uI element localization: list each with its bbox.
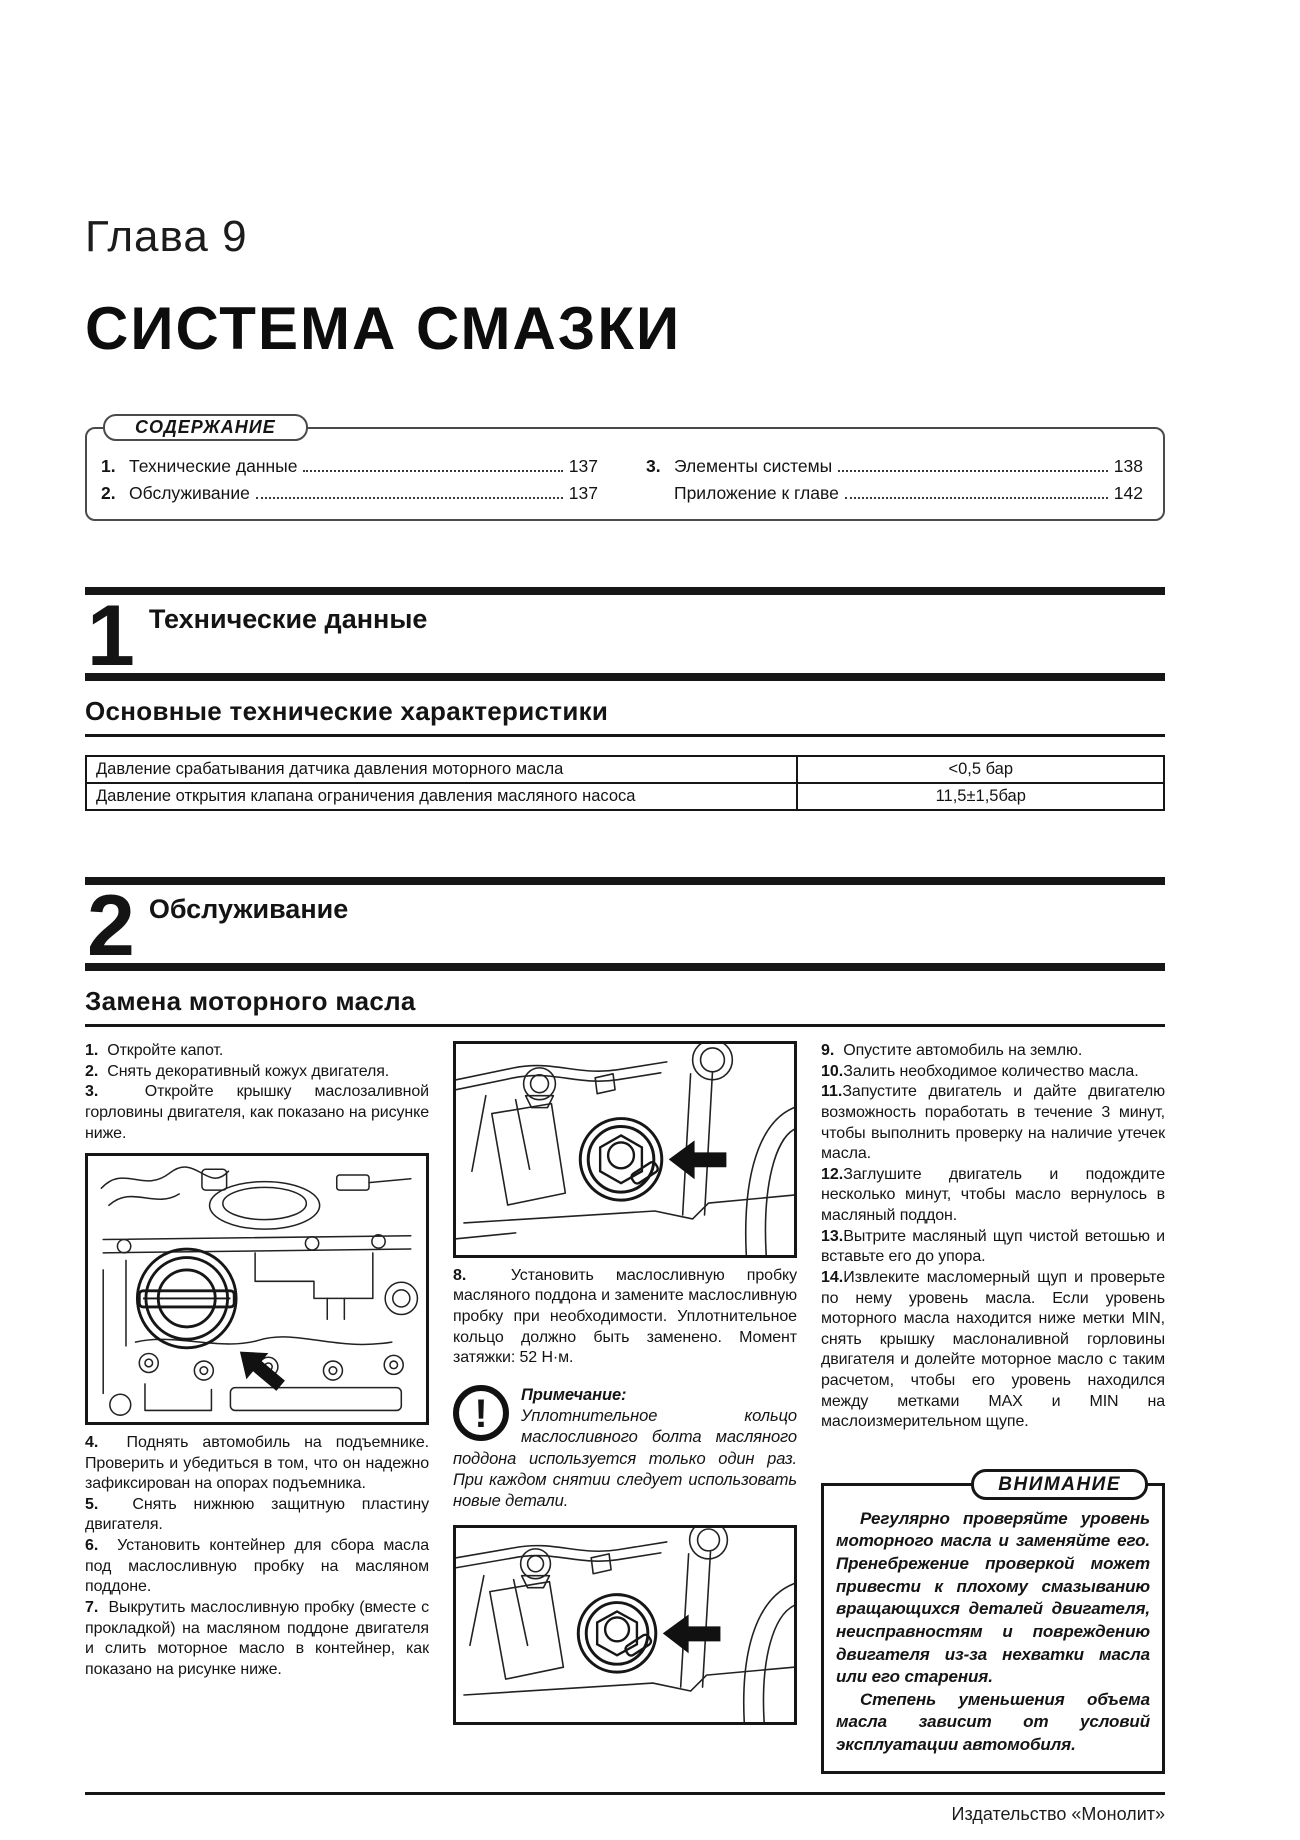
toc-item-label: Обслуживание xyxy=(129,483,250,503)
toc-item xyxy=(101,453,598,480)
step-text: Поднять автомобиль на подъемнике. Проверить и убедиться в том, что он надежно зафиксирован на опорах подъемника. xyxy=(85,1433,429,1493)
toc-item-label: Технические данные xyxy=(129,456,298,476)
spec-value: 11,5±1,5бар xyxy=(797,783,1164,810)
publisher-note: Издательство «Монолит» xyxy=(951,1803,1165,1824)
procedure-step xyxy=(821,1165,1165,1227)
toc-item xyxy=(101,480,598,507)
note-box xyxy=(453,1382,797,1513)
step-number: 10. xyxy=(821,1062,844,1080)
spec-parameter: Давление срабатывания датчика давления моторного масла xyxy=(86,756,797,783)
footer xyxy=(85,1792,1165,1825)
procedure-step xyxy=(821,1041,1165,1062)
step-number: 6. xyxy=(85,1537,118,1555)
footer-rule xyxy=(85,1792,1165,1795)
toc-box xyxy=(85,417,1165,521)
step-text: Заглушите двигатель и подождите несколько минут, чтобы масло вернулось в масляный поддон. xyxy=(821,1165,1165,1224)
pointer-arrow xyxy=(669,1140,727,1179)
steps-9-14 xyxy=(821,1041,1165,1433)
warning-label: ВНИМАНИЕ xyxy=(971,1469,1148,1500)
section-1-number: 1 xyxy=(87,588,133,681)
pointer-arrow xyxy=(229,1339,292,1399)
step-number: 4. xyxy=(85,1433,127,1451)
step-number: 7. xyxy=(85,1598,109,1616)
toc-item-page: 138 xyxy=(1113,456,1143,476)
steps-4-7 xyxy=(85,1433,429,1681)
column-left xyxy=(85,1041,429,1774)
toc-column-left xyxy=(101,453,598,507)
exclamation-icon: ! xyxy=(453,1385,509,1441)
step-text: Вытрите масляный щуп чистой ветошью и вставьте его до упора. xyxy=(821,1227,1165,1266)
step-number: 11. xyxy=(821,1083,843,1101)
toc-item-number: 3. xyxy=(646,456,661,476)
step-text: Снять нижнюю защитную пластину двигателя. xyxy=(85,1495,429,1534)
spec-parameter: Давление открытия клапана ограничения давления масляного насоса xyxy=(86,783,797,810)
toc-item-label: Элементы системы xyxy=(674,456,833,476)
procedure-step xyxy=(85,1536,429,1598)
step-number: 14. xyxy=(821,1268,844,1286)
step-number: 9. xyxy=(821,1042,844,1059)
step-number: 5. xyxy=(85,1495,133,1513)
step-number: 1. xyxy=(85,1042,108,1059)
procedure-step xyxy=(85,1495,429,1536)
section-2-title: Обслуживание xyxy=(148,894,349,924)
step-text: Откройте крышку маслозаливной горловины двигателя, как показано на рисунке ниже. xyxy=(85,1083,429,1142)
procedure-step xyxy=(821,1268,1165,1433)
step-8 xyxy=(453,1266,797,1369)
figure-drain-plug-drain xyxy=(453,1525,797,1726)
step-text: Опустите автомобиль на землю. xyxy=(843,1042,1083,1059)
note-text: Уплотнительное кольцо маслосливного болта масляного поддона используется только один раз. При каждом снятии следует использовать новые детали. xyxy=(453,1407,797,1511)
section-1-header xyxy=(85,587,1165,681)
step-text: Извлеките масломерный щуп и проверьте по нему уровень масла. Если уровень моторного масла находится ниже метки MIN, снять крышку маслоналивной горловины двигателя и долейте моторное масло с таким расчетом, чтобы его уровень находился между метками MAX и MIN на маслоизмерительном щупе. xyxy=(821,1268,1165,1431)
section-2-header xyxy=(85,877,1165,971)
figure-oil-filler-cap xyxy=(85,1153,429,1425)
toc-item xyxy=(646,480,1143,507)
procedure-step xyxy=(821,1227,1165,1268)
spec-table-row xyxy=(86,756,1164,783)
pointer-arrow xyxy=(663,1614,721,1653)
step-text: Залить необходимое количество масла. xyxy=(843,1062,1139,1080)
warning-box xyxy=(821,1473,1165,1774)
toc-item-page: 137 xyxy=(568,483,598,503)
warning-paragraph: Степень уменьшения объема масла зависит от условий эксплуатации автомобиля. xyxy=(836,1689,1150,1754)
spec-table-row xyxy=(86,783,1164,810)
toc-item-number: 2. xyxy=(101,483,116,503)
procedure-columns xyxy=(85,1041,1165,1774)
step-text: Выкрутить маслосливную пробку (вместе с прокладкой) на масляном поддоне двигателя и слить моторное масло в контейнер, как показано на рисунке ниже. xyxy=(85,1598,429,1678)
warning-paragraph: Регулярно проверяйте уровень моторного масла и заменяйте его. Пренебрежение проверкой может привести к плохому смазыванию вращающихся деталей двигателя, неисправностям и повреждению двигателя из-за нехватки масла или его старения. xyxy=(836,1508,1150,1687)
toc-dot-leader xyxy=(303,470,562,472)
column-middle xyxy=(453,1041,797,1774)
procedure-step xyxy=(85,1433,429,1495)
procedure-step xyxy=(821,1082,1165,1165)
toc-dot-leader xyxy=(845,497,1108,499)
spec-table xyxy=(85,755,1165,811)
step-text: Установить контейнер для сбора масла под маслосливную пробку на масляном поддоне. xyxy=(85,1537,429,1596)
step-number: 3. xyxy=(85,1083,145,1101)
procedure-step xyxy=(453,1266,797,1369)
procedure-heading: Замена моторного масла xyxy=(85,986,1165,1027)
step-number: 12. xyxy=(821,1165,844,1183)
toc-item-label: Приложение к главе xyxy=(674,483,839,503)
procedure-step xyxy=(85,1082,429,1144)
toc-columns xyxy=(101,453,1143,507)
spec-value: <0,5 бар xyxy=(797,756,1164,783)
section-1-title: Технические данные xyxy=(148,604,428,634)
chapter-label: Глава 9 xyxy=(85,212,248,261)
step-number: 13. xyxy=(821,1227,844,1245)
note-title: Примечание: xyxy=(521,1385,627,1404)
toc-label: СОДЕРЖАНИЕ xyxy=(103,414,308,441)
procedure-step xyxy=(85,1062,429,1083)
procedure-step xyxy=(85,1598,429,1681)
step-number: 2. xyxy=(85,1062,108,1080)
column-right xyxy=(821,1041,1165,1774)
steps-1-3 xyxy=(85,1041,429,1144)
section-2-number: 2 xyxy=(87,878,133,971)
procedure-step xyxy=(821,1062,1165,1083)
step-text: Снять декоративный кожух двигателя. xyxy=(107,1062,390,1080)
toc-item-page: 142 xyxy=(1113,483,1143,503)
toc-item xyxy=(646,453,1143,480)
page-title: СИСТЕМА СМАЗКИ xyxy=(85,295,682,362)
figure-drain-plug-install xyxy=(453,1041,797,1258)
specs-heading: Основные технические характеристики xyxy=(85,696,1165,737)
toc-item-number: 1. xyxy=(101,456,116,476)
procedure-step xyxy=(85,1041,429,1062)
step-text: Установить маслосливную пробку масляного поддона и замените маслосливную пробку при необходимости. Уплотнительное кольцо должно быть заменено. Момент затяжки: 52 Н·м. xyxy=(453,1266,797,1367)
toc-dot-leader xyxy=(838,470,1108,472)
step-number: 8. xyxy=(453,1266,511,1284)
toc-dot-leader xyxy=(256,497,563,499)
toc-item-page: 137 xyxy=(568,456,598,476)
step-text: Запустите двигатель и дайте двигателю возможность поработать в течение 3 минут, чтобы выполнить проверку на наличие утечек масла. xyxy=(821,1083,1165,1163)
toc-column-right xyxy=(646,453,1143,507)
step-text: Откройте капот. xyxy=(107,1042,224,1059)
